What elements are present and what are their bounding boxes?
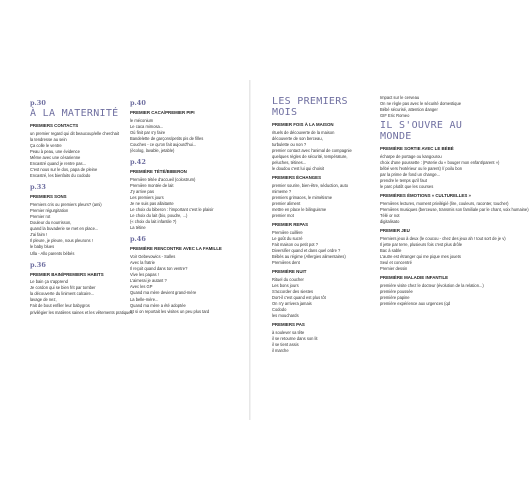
text-line: Seul et concentré [380,260,412,266]
text-line: Les premiers jours [130,194,164,200]
text-line: Le goût du sucré [272,235,303,241]
text-line: Encastré quand je rentre pas... [30,160,86,166]
text-line: Première cuillère [272,229,303,235]
text-line: Premières musiques (berceuse, transmis son familiale par le chant, voix humaine) [380,207,529,213]
text-line: Je ne suis pas allaitante [130,200,174,206]
text-line: turbulette ou non ? [272,141,307,147]
text-line: La belle-mère... [130,296,159,302]
text-line: lavage de nez, [30,297,57,303]
page-number: p.46 [130,235,146,244]
page-number: p.30 [30,99,46,107]
text-line: Quand ma mère devient grand-mère [130,290,197,296]
text-line: choix d'une poussette : (Poterie du « bouger mon enfant/parent ») [380,159,500,165]
text-line: S'accorder des siestes [272,288,314,294]
text-line: le doudou c'est lui qui choisit [272,166,324,172]
column-left-1 [30,95,133,316]
column-right-2 [380,95,529,307]
section-heading: PREMIERS CONTACTS [30,123,79,128]
text-line: C'est nous sur le dos, papa de pleine [30,167,98,173]
text-line: Télé or not [380,213,400,219]
text-line: Le bain ça s'apprend [30,279,68,285]
text-line: la tendresse au sein [30,136,67,142]
text-line: Fait maison ou petit pot ? [272,241,318,247]
text-line: Premier régurgitation [30,207,69,213]
text-line: Impact sur le cerveau [380,95,420,100]
text-line: Bébés au régime (Allergies alimentaires) [272,254,346,260]
text-line: Encastré, les bienfaits du cododo [30,173,91,179]
text-line: Diversifier quand et dans quel ordre ? [272,248,341,253]
text-line: les mouchards [272,313,299,319]
text-line: premiers grimaces, le mimétisme [272,194,333,200]
text-line: rituels de découverte de la maison [272,129,335,135]
text-line: Première montée de lait [130,182,174,188]
text-line: Quand ma mère a été adoptée [130,302,186,308]
text-line: première expérience aux urgences (qd [380,301,451,307]
text-line: La tétine [130,225,146,231]
section-heading: PREMIER FOIS À LA MAISON [272,122,334,127]
text-line: J'ai faim ! [30,232,48,238]
text-line: quelques règles de sécurité, température, [272,153,348,159]
text-line: le baby blues [30,244,55,250]
text-line: Premières lectures, moment privilégié (lire, couleurs, raconter, toucher) [380,200,509,206]
text-line: Le choix du biberon : l'important c'est le plaisir [130,207,214,213]
text-line: Couches - ce qu'on fait aujourd'hui... [130,141,197,147]
text-line: Premiers jeux à deux (le coucou - chez des jeux ah ! tout sort de je v) [380,235,506,241]
text-line: Il reçoit quand dans ton ventre? [130,266,188,272]
text-line: un premier regard qui dit beaucoup/elle cherchait [30,130,119,136]
text-line: Premier dessin [380,266,408,272]
text-line: première visite chez le docteur (évolution de la relation...) [380,282,484,288]
text-line: Je cordon qui se bien frit par tomber [30,285,96,291]
text-line: premier sourire, bien-être, séduction, auto [272,182,349,188]
text-line: L'aimerai je autant ? [130,278,167,284]
text-line: Fait de bout enfiler leur babygros [30,303,90,309]
text-line: mimeme ? [272,188,292,194]
text-line: Premiers cris ou premiers pleurs? (ami) [30,201,102,207]
text-line: Il pleure, je pleure, nous pleurons ! [30,238,93,244]
text-line: quand la buvaderie se met en place... [30,226,99,232]
text-line: On ne règle pas avec le sécurité domestique [380,101,462,107]
text-line: première papine [380,295,410,301]
text-line: Vive les papas ! [130,272,159,278]
text-line: écharpe de portage ou kangourou [380,153,442,159]
text-line: Et si on reportait les visites un peu plus tard [130,308,210,314]
section-heading: PREMIERS PAS [272,322,305,328]
chapter-title: LES PREMIERS MOIS [272,96,348,118]
section-heading: PREMIÈRE SORTIE AVEC LE BÉBÉ [380,146,454,152]
section-heading: PREMIÈRE RENCONTRE AVEC LA FAMILLE [130,246,222,252]
text-line: premier mot [272,213,294,219]
text-line: prendre le temps qu'il faut [380,178,427,184]
page-number: p.42 [130,158,146,167]
section-heading: PREMIERS SONS [30,194,67,200]
text-line: Ça colle le ventre [30,142,62,148]
text-line: premier aliment [272,200,301,206]
text-line: Bac à sable [380,248,402,253]
text-line: L'autre est étranger qui me pique mes jouets [380,254,461,260]
text-line: peluches, tétines... [272,159,307,165]
text-line: le méconium [130,117,154,123]
text-line: la découverte du liniment calcaire... [30,291,95,297]
column-left-2 [130,95,230,315]
section-heading: PREMIÈRE MALADIE INFANTILE [380,275,449,281]
section-heading: PREMIER BAIN/PREMIERS HABITS [30,271,104,277]
text-line: Bandelette de garçons/petits pis de filles [130,135,204,141]
section-heading: PREMIÈRES ÉMOTIONS « CULTURELLES » [380,193,471,199]
page-number: p.36 [30,260,46,269]
section-heading: PREMIER JEU [380,228,410,234]
text-line: Première tétée d'accueil (colostrum) [130,176,196,182]
text-line: On n'y arrivera jamais [272,301,312,307]
chapter-title: IL S'OUVRE AU MONDE [380,120,463,143]
section-heading: PREMIÈRE TÉTÉ/BIBERON [130,169,187,175]
text-line: privilégier les matières saines et les vêtements pratiques [30,309,133,315]
text-line: bébé vers l'extérieur ou le parent) // poilu bon [380,166,463,172]
page-number: p.33 [30,183,46,192]
section-heading: PREMIER CACA/PREMIER PIPI [130,110,195,115]
text-line: Premières dent [272,260,300,266]
text-line: Douleur du nourrisson, [30,220,72,226]
text-line: Avec les GP [130,284,153,290]
chapter-title: À LA MATERNITÉ [30,108,119,119]
section-heading: PREMIERS ÉCHANGES [272,175,322,181]
page-fold [249,80,251,420]
text-line: J'y arrive pas [130,188,154,194]
section-heading: PREMIÈRE NUIT [272,269,307,275]
text-line: Le caca mimosa... [130,123,164,129]
text-line: (écolog, lavable, jetable) [130,147,175,153]
text-line: (« choix du lait infantile ?) [130,219,177,225]
text-line: découverte de son berceau, [272,135,323,141]
text-line: mettre en place le bilinguisme [272,207,327,213]
text-line: Peau à peau, une évidence [30,148,80,154]
text-line: Il jette par terre, plusieurs fois c'est plus drôle [380,241,463,247]
text-line: le parc plutôt que les courses [380,184,434,190]
text-line: Le choix du lait (bio, poudre, ...) [130,213,188,219]
text-line: à soulever sa tête il se retourne dans son lit il se tient assis il marche [272,329,318,354]
text-line: Cododo [272,307,287,313]
text-line: Voir Gebevowics - Salles [130,253,176,259]
page-number: p.40 [130,99,146,107]
text-line: première poussée [380,288,413,294]
text-line: Dort-il c'est quand est plus tôt [272,295,326,301]
section-heading: PREMIER REPAS [272,222,309,228]
text-line: digitalisato [380,219,400,225]
text-line: par la prime de fond un change... [380,172,441,178]
text-line: Même avec une césarienne [30,154,81,160]
column-right-1 [272,95,372,354]
text-line: Rituel du coucher [272,276,304,282]
text-line: premier contact avec l'animal de compagnie [272,147,352,153]
text-line: Bébé sécurisé, attention danger [380,107,438,113]
text-line: Les bons jours [272,282,299,288]
text-line: Où finit par s'y faire [130,129,166,135]
text-line: Premier rot [30,213,51,219]
text-line: Avec la fratrie [130,260,155,265]
text-line: GIF Eric Romeo [380,113,410,119]
text-line: Ulla - Allo parents bébés [30,250,75,256]
